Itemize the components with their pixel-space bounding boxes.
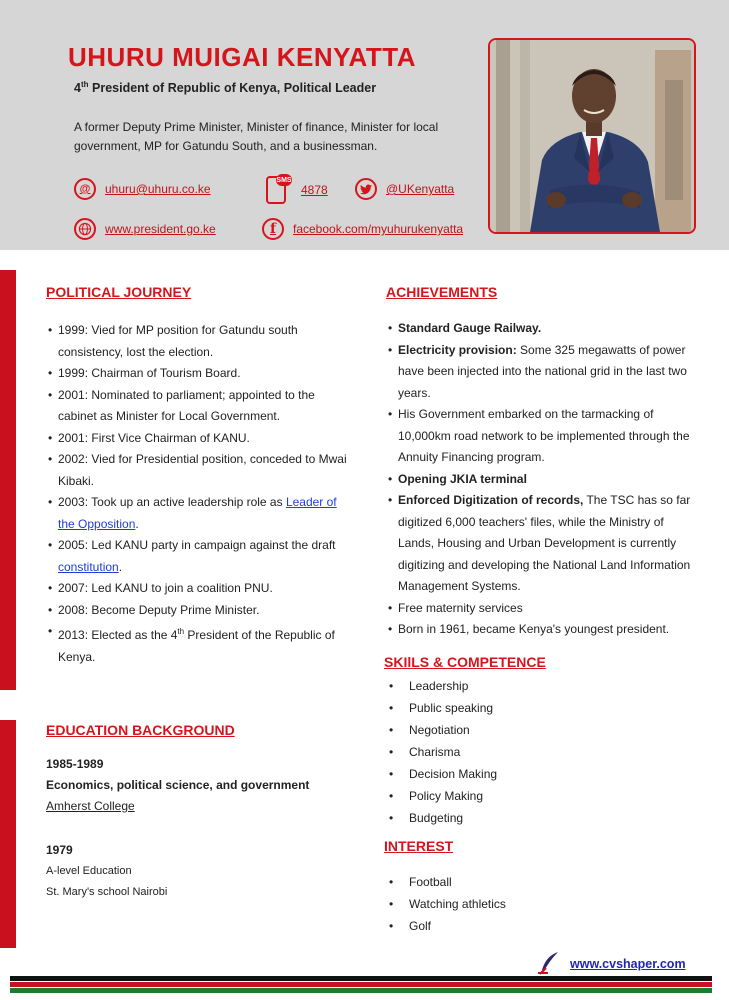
globe-icon [74, 218, 96, 240]
facebook-contact[interactable] [262, 218, 463, 240]
list-item: • Opening JKIA terminal [388, 469, 694, 491]
political-journey-list [48, 320, 353, 668]
profile-photo [488, 38, 696, 234]
accent-bar-bottom [0, 720, 16, 948]
list-item: • 2001: First Vice Chairman of KANU. [48, 428, 353, 450]
twitter-contact[interactable] [355, 178, 454, 200]
education-title: EDUCATION BACKGROUND [46, 722, 235, 738]
list-item: • Policy Making [384, 785, 684, 807]
stripe-black [10, 976, 712, 981]
facebook-icon: f [262, 218, 284, 240]
footer-stripes [10, 976, 712, 994]
education-years: 1985-1989 [46, 757, 104, 771]
email-link[interactable]: uhuru@uhuru.co.ke [105, 182, 211, 196]
person-name: UHURU MUIGAI KENYATTA [68, 42, 417, 72]
list-item: • Charisma [384, 741, 684, 763]
list-item: • Electricity provision: Some 325 megawatts of power have been injected into the national grid in the last two years. [388, 340, 694, 405]
list-item: • Leadership [384, 675, 684, 697]
stripe-red [10, 982, 712, 987]
education-school: St. Mary's school Nairobi [46, 886, 168, 898]
interest-title: INTEREST [384, 838, 454, 854]
skills-title: SKIlLS & COMPETENCE [384, 654, 546, 670]
cvshaper-link[interactable]: www.cvshaper.com [570, 957, 686, 971]
list-item: • Golf [384, 915, 684, 937]
list-item: • Watching athletics [384, 893, 684, 915]
list-item: • His Government embarked on the tarmacking of 10,000km road network to be implemented through the Annuity Financing program. [388, 404, 694, 469]
leader-opposition-link[interactable]: Leader of the Opposition [58, 495, 337, 531]
summary-text: A former Deputy Prime Minister, Minister of finance, Minister for local government, MP for Gatundu South, and a businessman. [74, 120, 439, 153]
list-item: • Football [384, 871, 684, 893]
constitution-link[interactable]: constitution [58, 559, 119, 574]
political-journey-title: POLITICAL JOURNEY [46, 284, 192, 300]
education-entry [46, 754, 309, 817]
education-degree: A-level Education [46, 865, 132, 877]
facebook-link[interactable]: facebook.com/myuhurukenyatta [293, 222, 464, 236]
accent-bar-top [0, 270, 16, 690]
interest-list [384, 871, 684, 937]
list-item: • 2005: Led KANU party in campaign against the draft constitution. [48, 535, 353, 578]
education-school: Amherst College [46, 799, 135, 813]
list-item: • 2003: Took up an active leadership role as Leader of the Opposition. [48, 492, 353, 535]
skills-list [384, 675, 684, 829]
website-contact[interactable] [74, 218, 216, 240]
list-item: • 1999: Chairman of Tourism Board. [48, 363, 353, 385]
website-link[interactable]: www.president.go.ke [105, 222, 216, 236]
list-item: • Public speaking [384, 697, 684, 719]
phone-contact[interactable] [266, 176, 328, 204]
list-item: • 1999: Vied for MP position for Gatundu south consistency, lost the election. [48, 320, 353, 363]
education-degree: Economics, political science, and government [46, 778, 310, 792]
list-item: • Negotiation [384, 719, 684, 741]
quill-icon [536, 950, 562, 976]
list-item: • Budgeting [384, 807, 684, 829]
stripe-green [10, 988, 712, 993]
phone-icon: SMS [266, 176, 286, 204]
list-item: • 2013: Elected as the 4th President of the Republic of Kenya. [48, 621, 353, 668]
list-item: • Born in 1961, became Kenya's youngest president. [388, 619, 694, 641]
email-contact[interactable] [74, 178, 211, 200]
achievements-list [388, 318, 694, 641]
list-item: • 2008: Become Deputy Prime Minister. [48, 600, 353, 622]
list-item: • Decision Making [384, 763, 684, 785]
person-title: 4th President of Republic of Kenya, Political Leader [74, 80, 377, 96]
twitter-link[interactable]: @UKenyatta [386, 182, 455, 196]
email-icon: @ [74, 178, 96, 200]
list-item: • Standard Gauge Railway. [388, 318, 694, 340]
list-item: • 2001: Nominated to parliament; appointed to the cabinet as Minister for Local Government. [48, 385, 353, 428]
phone-link[interactable]: 4878 [301, 183, 328, 197]
list-item: • 2007: Led KANU to join a coalition PNU. [48, 578, 353, 600]
twitter-icon [355, 178, 377, 200]
list-item: • Free maternity services [388, 598, 694, 620]
education-entry [46, 840, 167, 903]
list-item: • 2002: Vied for Presidential position, conceded to Mwai Kibaki. [48, 449, 353, 492]
list-item: • Enforced Digitization of records, The TSC has so far digitized 6,000 teachers' files, while the Ministry of Lands, Housing and Urban Development is currently digitizing and developing the National Land Information Management Systems. [388, 490, 694, 598]
education-years: 1979 [46, 843, 73, 857]
achievements-title: ACHIEVEMENTS [386, 284, 498, 300]
